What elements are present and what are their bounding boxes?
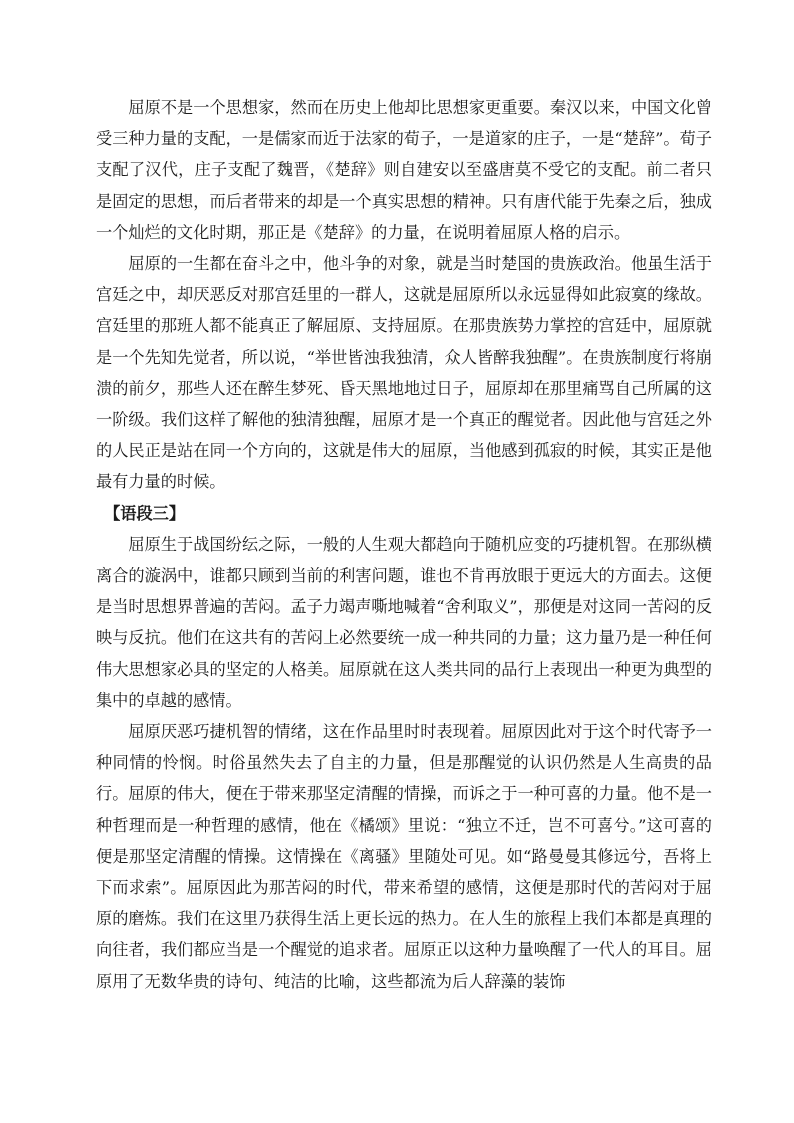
paragraph-1: 屈原不是一个思想家，然而在历史上他却比思想家更重要。秦汉以来，中国文化曾受三种力量的支配，一是儒家而近于法家的荀子，一是道家的庄子，一是“楚辞”。荀子支配了汉代，庄子支配了魏晋，《楚辞》则自建安以至盛唐莫不受它的支配。前二者只是固定的思想，而后者带来的却是一个真实思想的精神。只有唐代能于先秦之后，独成一个灿烂的文化时期，那正是《楚辞》的力量，在说明着屈原人格的启示。 bbox=[96, 98, 712, 242]
paragraph-4: 屈原厌恶巧捷机智的情绪，这在作品里时时表现着。屈原因此对于这个时代寄予一种同情的怜悯。时俗虽然失去了自主的力量，但是那醒觉的认识仍然是人生高贵的品行。屈原的伟大，便在于带来那坚定清醒的情操，而诉之于一种可喜的力量。他不是一种哲理而是一种哲理的感情，他在《橘颂》里说：“独立不迁，岂不可喜兮。”这可喜的便是那坚定清醒的情操。这情操在《离骚》里随处可见。如“路曼曼其修远兮，吾将上下而求索”。屈原因此为那苦闷的时代，带来希望的感情，这便是那时代的苦闷对于屈原的磨炼。我们在这里乃获得生活上更长远的热力。在人生的旅程上我们本都是真理的向往者，我们都应当是一个醒觉的追求者。屈原正以这种力量唤醒了一代人的耳目。屈原用了无数华贵的诗句、纯洁的比喻，这些都流为后人辞藻的装饰 bbox=[96, 722, 712, 991]
document-page bbox=[96, 92, 712, 997]
paragraph-2: 屈原的一生都在奋斗之中，他斗争的对象，就是当时楚国的贵族政治。他虽生活于宫廷之中，却厌恶反对那宫廷里的一群人，这就是屈原所以永远显得如此寂寞的缘故。宫廷里的那班人都不能真正了解屈原、支持屈原。在那贵族势力掌控的宫廷中，屈原就是一个先知先觉者，所以说，“举世皆浊我独清，众人皆醉我独醒”。在贵族制度行将崩溃的前夕，那些人还在醉生梦死、昏天黑地地过日子，屈原却在那里痛骂自己所属的这一阶级。我们这样了解他的独清独醒，屈原才是一个真正的醒觉者。因此他与宫廷之外的人民正是站在同一个方向的，这就是伟大的屈原，当他感到孤寂的时候，其实正是他最有力量的时候。 bbox=[96, 254, 712, 492]
section-heading: 【语段三】 bbox=[104, 503, 186, 523]
paragraph-3: 屈原生于战国纷纭之际，一般的人生观大都趋向于随机应变的巧捷机智。在那纵横离合的漩涡中，谁都只顾到当前的利害问题，谁也不肯再放眼于更远大的方面去。这便是当时思想界普遍的苦闷。孟子力竭声嘶地喊着“舍利取义”，那便是对这同一苦闷的反映与反抗。他们在这共有的苦闷上必然要统一成一种共同的力量；这力量乃是一种任何伟大思想家必具的坚定的人格美。屈原就在这人类共同的品行上表现出一种更为典型的集中的卓越的感情。 bbox=[96, 534, 712, 710]
